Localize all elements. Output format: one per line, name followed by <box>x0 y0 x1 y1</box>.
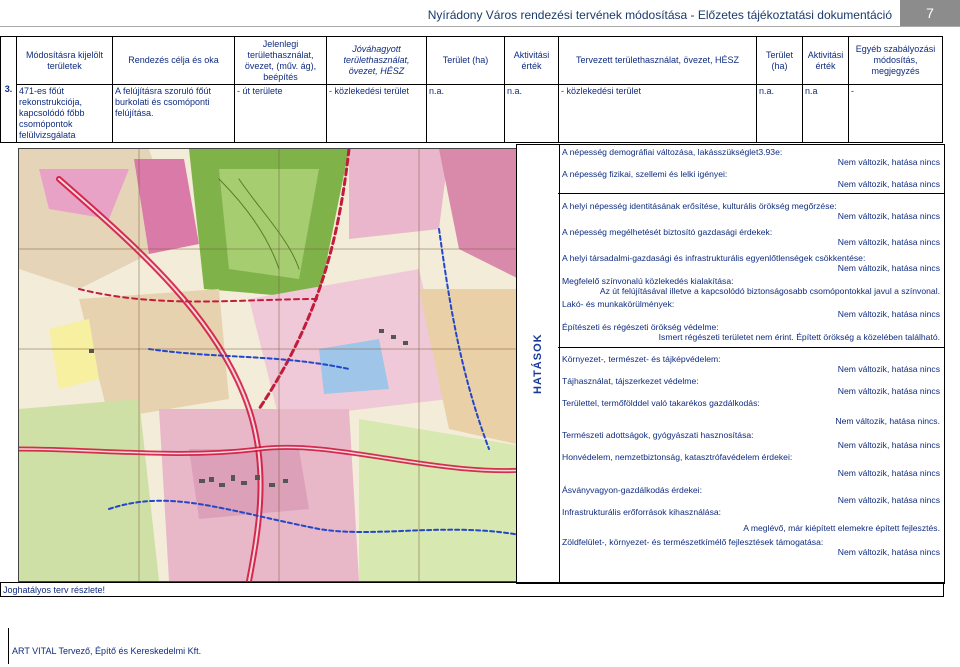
impact-answer: Nem változik, hatása nincs <box>837 468 940 478</box>
list-item <box>562 169 940 189</box>
list-item <box>562 299 940 319</box>
table-header-row <box>1 37 943 85</box>
list-item <box>562 452 940 478</box>
map-caption: Joghatályos terv részlete! <box>0 582 944 597</box>
cell-area-ha: n.a. <box>427 85 505 143</box>
list-item <box>562 485 940 505</box>
col-header-area: Módosításra kijelölt területek <box>17 37 113 85</box>
list-item <box>562 322 940 342</box>
impact-question: A népesség fizikai, szellemi és lelki igényei: <box>562 169 728 179</box>
impact-answer: Nem változik, hatása nincs <box>837 263 940 273</box>
list-item <box>562 253 940 273</box>
impact-answer: Ismert régészeti területet nem érint. Épített örökség a közelében található. <box>658 332 940 342</box>
impact-question: Természeti adottságok, gyógyászati hasznosítása: <box>562 430 754 440</box>
cell-planned: - közlekedési terület <box>559 85 757 143</box>
col-header-activity: Aktivitási érték <box>505 37 559 85</box>
cell-other: - <box>849 85 943 143</box>
impact-question: A helyi társadalmi-gazdasági és infrastrukturális egyenlőtlenségek csökkentése: <box>562 253 866 263</box>
col-header-activity-2: Aktivitási érték <box>803 37 849 85</box>
impacts-list <box>558 144 945 584</box>
cell-activity-2: n.a <box>803 85 849 143</box>
page-number: 7 <box>900 0 960 26</box>
impact-answer: Nem változik, hatása nincs <box>837 495 940 505</box>
list-item <box>562 537 940 557</box>
header-divider <box>0 26 960 27</box>
impact-answer: Nem változik, hatása nincs <box>837 211 940 221</box>
row-number: 3. <box>1 37 17 143</box>
table-row <box>1 85 943 143</box>
divider <box>558 347 944 348</box>
impact-answer: Nem változik, hatása nincs <box>837 386 940 396</box>
impact-question: Környezet-, természet- és tájképvédelem: <box>562 354 721 364</box>
impact-question: Tájhasználat, tájszerkezet védelme: <box>562 376 699 386</box>
col-header-area-ha-2: Terület (ha) <box>757 37 803 85</box>
document-title: Nyírádony Város rendezési tervének módosítása - Előzetes tájékoztatási dokumentáció <box>427 8 892 22</box>
footer-divider <box>8 628 9 664</box>
col-header-area-ha: Terület (ha) <box>427 37 505 85</box>
impact-question: Építészeti és régészeti örökség védelme: <box>562 322 719 332</box>
zoning-plan-map <box>18 148 540 582</box>
impact-question: Infrastrukturális erőforrások kihasználása: <box>562 507 722 517</box>
impact-question: Területtel, termőfölddel való takarékos gazdálkodás: <box>562 398 760 408</box>
list-item <box>562 398 940 426</box>
map-image <box>19 149 539 581</box>
impact-question: Honvédelem, nemzetbiztonság, katasztrófavédelem érdekei: <box>562 452 793 462</box>
impact-answer: Nem változik, hatása nincs <box>837 157 940 167</box>
impact-answer: Nem változik, hatása nincs <box>837 440 940 450</box>
cell-approved: - közlekedési terület <box>327 85 427 143</box>
impact-answer: Nem változik, hatása nincs <box>837 179 940 189</box>
list-item <box>562 354 940 374</box>
impact-question: A népesség demográfiai változása, lakásszükséglet3.93e: <box>562 147 783 157</box>
list-item <box>562 376 940 396</box>
impact-answer: Nem változik, hatása nincs <box>837 309 940 319</box>
list-item <box>562 276 940 296</box>
impact-answer: A meglévő, már kiépített elemekre épített fejlesztés. <box>743 523 940 533</box>
col-header-current: Jelenlegi területhasználat, övezet, (műv. ág), beépítés <box>235 37 327 85</box>
col-header-planned: Tervezett területhasználat, övezet, HÉSZ <box>559 37 757 85</box>
impact-question: Megfelelő színvonalú közlekedés kialakítása: <box>562 276 734 286</box>
list-item <box>562 147 940 167</box>
list-item <box>562 430 940 450</box>
cell-goal: A felújításra szoruló főút burkolati és csomóponti felújítása. <box>113 85 235 143</box>
cell-current: - út területe <box>235 85 327 143</box>
impact-question: A népesség megélhetését biztosító gazdasági érdekek: <box>562 227 773 237</box>
impact-answer: Nem változik, hatása nincs. <box>835 416 940 426</box>
impacts-label: HATÁSOK <box>532 333 544 394</box>
impact-answer: Nem változik, hatása nincs <box>837 547 940 557</box>
modification-table <box>0 36 943 143</box>
list-item <box>562 507 940 533</box>
divider <box>558 193 944 194</box>
cell-area: 471-es főút rekonstrukciója, kapcsolódó főbb csomópontok felülvizsgálata <box>17 85 113 143</box>
col-header-goal: Rendezés célja és oka <box>113 37 235 85</box>
col-header-approved: Jóváhagyott területhasználat, övezet, HÉSZ <box>327 37 427 85</box>
company-footer: ART VITAL Tervező, Építő és Kereskedelmi Kft. <box>12 646 202 656</box>
impact-question: Ásványvagyon-gazdálkodás érdekei: <box>562 485 702 495</box>
impact-question: Lakó- és munkakörülmények: <box>562 299 675 309</box>
impact-answer: Nem változik, hatása nincs <box>837 364 940 374</box>
impact-question: Zöldfelület-, környezet- és természetkímélő fejlesztések támogatása: <box>562 537 824 547</box>
impact-question: A helyi népesség identitásának erősítése, kulturális örökség megőrzése: <box>562 201 837 211</box>
list-item <box>562 201 940 221</box>
cell-area-ha-2: n.a. <box>757 85 803 143</box>
impact-answer: Az út felújításával illetve a kapcsolódó biztonságosabb csomópontokkal javul a színvonal. <box>599 286 940 296</box>
impact-answer: Nem változik, hatása nincs <box>837 237 940 247</box>
col-header-other: Egyéb szabályozási módosítás, megjegyzés <box>849 37 943 85</box>
cell-activity: n.a. <box>505 85 559 143</box>
list-item <box>562 227 940 247</box>
